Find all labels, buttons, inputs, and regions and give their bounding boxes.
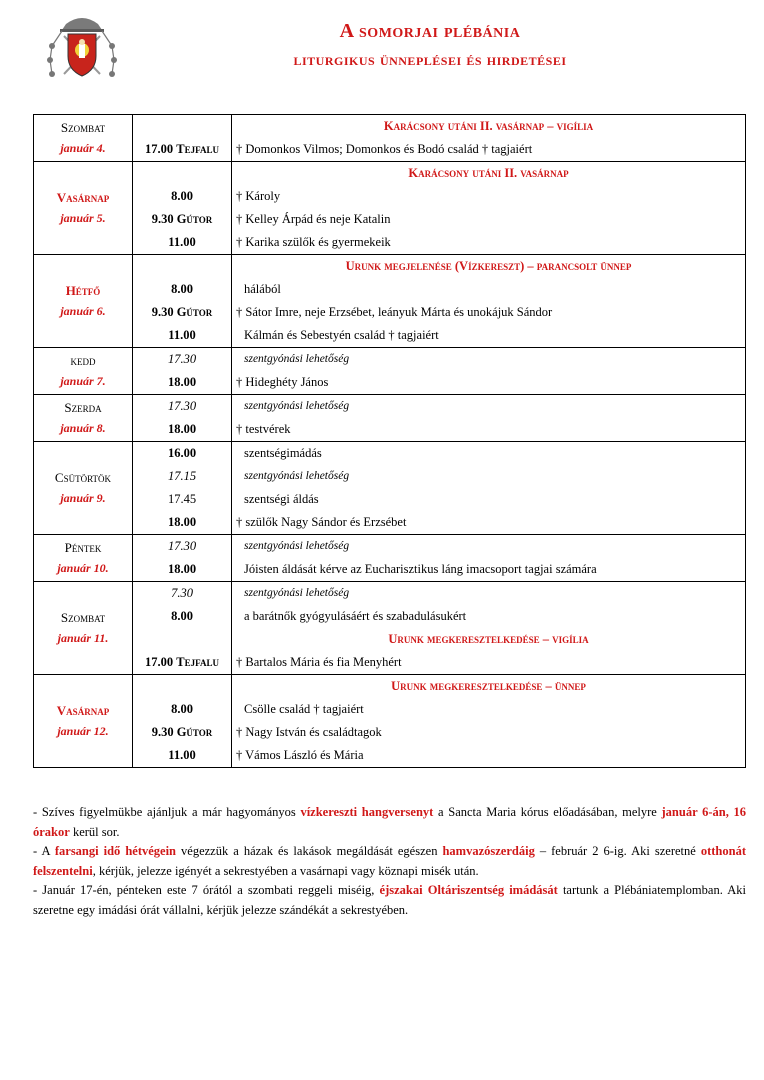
day-row: [34, 675, 746, 768]
announcement-text: - Szíves figyelmükbe ajánljuk a már hagyományos: [33, 805, 301, 819]
time-cell: [133, 348, 232, 395]
mass-intention: † Hideghéty János: [236, 375, 329, 389]
event-cell: [232, 442, 746, 535]
mass-time: 11.00: [168, 328, 196, 342]
day-cell: [34, 675, 133, 768]
highlight-text: január 6-án, 16 órakor: [33, 805, 747, 839]
announcement-text: kerül sor.: [69, 824, 120, 839]
event-cell: [232, 348, 746, 395]
mass-intention: Jóisten áldását kérve az Eucharisztikus láng imacsoport tagjai számára: [244, 562, 597, 576]
day-date: január 12.: [57, 724, 109, 738]
time-cell: [133, 162, 232, 255]
mass-time: 8.00: [171, 702, 193, 716]
day-name: Vasárnap: [56, 703, 110, 718]
mass-intention: szentségi áldás: [244, 492, 319, 506]
mass-time: 8.00: [171, 189, 193, 203]
day-date: január 9.: [60, 491, 106, 505]
mass-time: 17.15: [167, 469, 197, 483]
day-cell: [34, 582, 133, 675]
day-row: [34, 348, 746, 395]
mass-intention: † Bartalos Mária és fia Menyhért: [236, 655, 402, 669]
feast-title: Karácsony utáni II. vasárnap: [408, 166, 569, 180]
mass-intention: Kálmán és Sebestyén család † tagjaiért: [244, 328, 439, 342]
time-cell: [133, 255, 232, 348]
event-cell: [232, 535, 746, 582]
day-date: január 6.: [60, 304, 106, 318]
event-cell: [232, 582, 746, 675]
mass-intention: szentgyónási lehetőség: [244, 470, 350, 482]
day-row: [34, 582, 746, 675]
mass-intention: a barátnők gyógyulásáért és szabadulásukért: [244, 609, 467, 623]
mass-intention: Csölle család † tagjaiért: [244, 702, 364, 716]
announcement-text: tartunk a Plébániatemplomban. Aki szeretne egy imádási órát vállalni, kérjük jelezze szándékát a sekrestyében.: [33, 883, 746, 917]
mass-intention: † szülők Nagy Sándor és Erzsébet: [236, 515, 407, 529]
day-cell: [34, 162, 133, 255]
mass-time: 7.30: [171, 586, 193, 600]
mass-intention: † Domonkos Vilmos; Domonkos és Bodó család † tagjaiért: [236, 142, 533, 156]
highlight-text: vízkereszti hangversenyt: [300, 805, 434, 819]
highlight-text: farsangi idő hétvégein: [54, 844, 177, 858]
day-row: [34, 255, 746, 348]
day-name: Vasárnap: [56, 190, 110, 205]
mass-intention: † Károly: [236, 189, 281, 203]
day-date: január 10.: [57, 561, 109, 575]
time-cell: [133, 582, 232, 675]
time-cell: [133, 115, 232, 162]
day-name: Hétfő: [65, 283, 101, 298]
day-cell: [34, 442, 133, 535]
day-date: január 5.: [60, 211, 106, 225]
mass-intention: † Karika szülők és gyermekeik: [236, 235, 391, 249]
event-cell: [232, 675, 746, 768]
mass-intention: szentgyónási lehetőség: [244, 540, 350, 552]
announcements: [33, 803, 746, 920]
day-cell: [34, 348, 133, 395]
announcement-text: – február 2 6-ig. Aki szeretné: [534, 844, 701, 858]
day-name: Szombat: [60, 120, 106, 135]
announcement-item: [33, 881, 746, 920]
mass-time: 11.00: [168, 235, 196, 249]
mass-intention: † Kelley Árpád és neje Katalin: [236, 212, 391, 226]
day-cell: [34, 395, 133, 442]
mass-time: 9.30 Gútor: [151, 305, 213, 319]
time-cell: [133, 395, 232, 442]
event-cell: [232, 162, 746, 255]
mass-intention: szentségimádás: [244, 446, 322, 460]
day-row: [34, 535, 746, 582]
day-row: [34, 162, 746, 255]
announcement-item: [33, 842, 746, 881]
day-date: január 11.: [57, 631, 109, 645]
highlight-text: hamvazószerdáig: [442, 844, 535, 858]
mass-intention: szentgyónási lehetőség: [244, 400, 350, 412]
event-cell: [232, 115, 746, 162]
feast-title: Karácsony utáni II. vasárnap – vigília: [383, 119, 594, 133]
day-cell: [34, 255, 133, 348]
mass-time: 17.00 Tejfalu: [145, 655, 219, 669]
day-name: Péntek: [64, 540, 102, 555]
mass-intention: hálából: [244, 282, 281, 296]
feast-title: Urunk megkeresztelkedése – vigília: [388, 632, 589, 646]
event-cell: [232, 395, 746, 442]
day-date: január 7.: [60, 374, 106, 388]
day-row: [34, 115, 746, 162]
mass-time: 17.45: [167, 492, 197, 506]
mass-time: 18.00: [167, 562, 197, 576]
mass-intention: † testvérek: [236, 422, 291, 436]
day-row: [34, 395, 746, 442]
announcement-text: , kérjük, jelezze igényét a sekrestyében a vasárnapi vagy köznapi misék után.: [92, 863, 479, 878]
page-title: A somorjai plébánia: [339, 20, 521, 42]
mass-time: 9.30 Gútor: [151, 212, 213, 226]
announcement-text: - Január 17-én, pénteken este 7 órától a szombati reggeli miséig,: [33, 883, 380, 897]
announcement-text: végezzük a házak és lakások megáldását egészen: [176, 844, 443, 858]
page-subtitle: liturgikus ünneplései és hirdetései: [293, 50, 567, 69]
mass-time: 9.30 Gútor: [151, 725, 213, 739]
announcement-item: [33, 803, 746, 842]
mass-intention: † Vámos László és Mária: [236, 748, 364, 762]
mass-time: 16.00: [167, 446, 197, 460]
mass-intention: szentgyónási lehetőség: [244, 587, 350, 599]
feast-title: Urunk megkeresztelkedése – ünnep: [391, 679, 586, 693]
mass-time: 8.00: [171, 609, 193, 623]
mass-intention: szentgyónási lehetőség: [244, 353, 350, 365]
mass-intention: † Sátor Imre, neje Erzsébet, leányuk Márta és unokájuk Sándor: [236, 305, 553, 319]
announcement-text: a Sancta Maria kórus előadásában, melyre: [433, 805, 662, 819]
schedule-table: [33, 114, 746, 768]
day-cell: [34, 115, 133, 162]
mass-time: 17.00 Tejfalu: [145, 142, 219, 156]
day-name: Szombat: [60, 610, 106, 625]
day-date: január 8.: [60, 421, 106, 435]
mass-time: 11.00: [168, 748, 196, 762]
parish-crest-icon: [44, 10, 120, 84]
event-cell: [232, 255, 746, 348]
day-name: kedd: [70, 353, 96, 368]
day-name: Csütörtök: [54, 470, 112, 485]
mass-time: 18.00: [167, 422, 197, 436]
highlight-text: otthonát felszentelni: [33, 844, 746, 878]
mass-time: 18.00: [167, 515, 197, 529]
day-name: Szerda: [64, 400, 102, 415]
mass-time: 8.00: [171, 282, 193, 296]
mass-time: 17.30: [167, 399, 197, 413]
time-cell: [133, 535, 232, 582]
time-cell: [133, 675, 232, 768]
highlight-text: éjszakai Oltáriszentség imádását: [379, 883, 558, 897]
time-cell: [133, 442, 232, 535]
announcement-text: - A: [33, 844, 55, 858]
mass-time: 17.30: [167, 352, 197, 366]
day-cell: [34, 535, 133, 582]
feast-title: Urunk megjelenése (Vízkereszt) – parancsolt ünnep: [345, 259, 632, 273]
day-row: [34, 442, 746, 535]
day-date: január 4.: [60, 141, 106, 155]
mass-time: 18.00: [167, 375, 197, 389]
mass-time: 17.30: [167, 539, 197, 553]
mass-intention: † Nagy István és családtagok: [236, 725, 382, 739]
